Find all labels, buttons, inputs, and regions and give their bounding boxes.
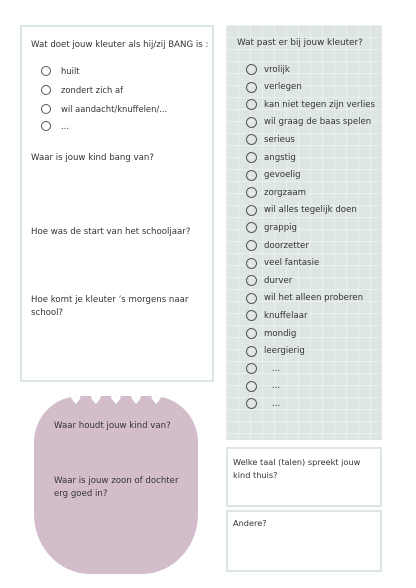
fear-questions-panel	[20, 25, 214, 382]
trait-option[interactable]	[246, 345, 305, 358]
trait-option[interactable]	[246, 98, 375, 111]
checkbox-circle-icon[interactable]	[41, 104, 51, 114]
question-likes: Waar houdt jouw kind van?	[54, 421, 171, 431]
trait-option[interactable]	[246, 133, 295, 146]
question-afraid-of: Waar is jouw kind bang van?	[31, 153, 154, 163]
trait-label: wil graag de baas spelen	[264, 117, 372, 128]
trait-option[interactable]	[246, 63, 290, 76]
trait-label: ...	[272, 363, 281, 374]
question-line: Welke taal (talen) spreekt jouw	[233, 457, 361, 467]
trait-option[interactable]	[246, 257, 319, 270]
question-language	[233, 456, 360, 482]
trait-label: ...	[272, 398, 281, 409]
trait-option[interactable]	[246, 292, 363, 305]
trait-option[interactable]	[246, 169, 301, 182]
question-line: Hoe komt je kleuter ’s morgens naar	[31, 295, 189, 305]
question-good-at	[54, 475, 179, 501]
trait-label: leergierig	[264, 346, 305, 357]
option-label: huilt	[61, 65, 80, 76]
checkbox-circle-icon[interactable]	[246, 134, 257, 145]
trait-option[interactable]	[246, 380, 280, 393]
trait-label: wil alles tegelijk doen	[264, 205, 357, 216]
traits-title: Wat past er bij jouw kleuter?	[237, 38, 363, 48]
trait-label: wil het alleen proberen	[264, 293, 364, 304]
trait-option[interactable]	[246, 239, 309, 252]
option-other[interactable]	[41, 119, 69, 132]
heart-icon: ♥	[150, 393, 162, 408]
trait-option[interactable]	[246, 327, 296, 340]
checkbox-circle-icon[interactable]	[246, 170, 257, 181]
trait-label: angstig	[264, 152, 296, 163]
trait-label: grappig	[264, 222, 298, 233]
question-line: erg goed in?	[54, 489, 108, 499]
trait-option[interactable]	[246, 362, 280, 375]
trait-option[interactable]	[246, 397, 280, 410]
trait-option[interactable]	[246, 309, 308, 322]
trait-label: ...	[272, 381, 281, 392]
trait-option[interactable]	[246, 221, 297, 234]
trait-label: veel fantasie	[264, 258, 320, 269]
checkbox-circle-icon[interactable]	[246, 293, 257, 304]
checkbox-circle-icon[interactable]	[246, 328, 257, 339]
checkbox-circle-icon[interactable]	[246, 275, 257, 286]
checkbox-circle-icon[interactable]	[41, 66, 51, 76]
option-wants-attention[interactable]	[41, 102, 167, 115]
checkbox-circle-icon[interactable]	[246, 398, 257, 409]
question-other: Andere?	[233, 518, 267, 528]
checkbox-circle-icon[interactable]	[246, 346, 257, 357]
checkbox-circle-icon[interactable]	[246, 363, 257, 374]
trait-label: vrolijk	[264, 64, 290, 75]
question-fear-reaction: Wat doet jouw kleuter als hij/zij BANG is :	[31, 40, 209, 50]
option-withdraws[interactable]	[41, 83, 123, 96]
question-line: school?	[31, 308, 64, 318]
trait-label: serieus	[264, 134, 295, 145]
trait-label: kan niet tegen zijn verlies	[264, 99, 375, 110]
trait-label: durver	[264, 275, 293, 286]
option-label: zondert zich af	[61, 84, 124, 95]
heart-icon: ♥	[90, 393, 102, 408]
checkbox-circle-icon[interactable]	[246, 187, 257, 198]
trait-option[interactable]	[246, 151, 296, 164]
trait-label: knuffelaar	[264, 310, 308, 321]
trait-label: doorzetter	[264, 240, 309, 251]
trait-label: verlegen	[264, 82, 302, 93]
trait-option[interactable]	[246, 116, 371, 129]
trait-option[interactable]	[246, 204, 357, 217]
trait-label: gevoelig	[264, 170, 301, 181]
question-line: Waar is jouw zoon of dochter	[54, 476, 179, 486]
checkbox-circle-icon[interactable]	[41, 121, 51, 131]
trait-label: mondig	[264, 328, 297, 339]
traits-panel	[226, 25, 382, 440]
checkbox-circle-icon[interactable]	[246, 152, 257, 163]
checkbox-circle-icon[interactable]	[246, 99, 257, 110]
checkbox-circle-icon[interactable]	[246, 205, 257, 216]
checkbox-circle-icon[interactable]	[246, 117, 257, 128]
heart-icon: ♥	[70, 393, 82, 408]
hearts-row	[70, 394, 162, 414]
trait-option[interactable]	[246, 274, 292, 287]
option-label: ...	[61, 120, 69, 131]
checkbox-circle-icon[interactable]	[41, 85, 51, 95]
question-line: kind thuis?	[233, 470, 278, 480]
checkbox-circle-icon[interactable]	[246, 310, 257, 321]
option-cries[interactable]	[41, 64, 80, 77]
heart-icon: ♥	[110, 393, 122, 408]
other-box[interactable]	[226, 510, 382, 572]
question-morning-arrival	[31, 294, 188, 320]
checkbox-circle-icon[interactable]	[246, 222, 257, 233]
trait-label: zorgzaam	[264, 187, 307, 198]
checkbox-circle-icon[interactable]	[246, 240, 257, 251]
language-box[interactable]	[226, 447, 382, 507]
option-label: wil aandacht/knuffelen/...	[61, 103, 168, 114]
trait-option[interactable]	[246, 81, 302, 94]
checkbox-circle-icon[interactable]	[246, 381, 257, 392]
checkbox-circle-icon[interactable]	[246, 64, 257, 75]
trait-option[interactable]	[246, 186, 306, 199]
question-school-start: Hoe was de start van het schooljaar?	[31, 227, 191, 237]
checkbox-circle-icon[interactable]	[246, 258, 257, 269]
heart-icon: ♥	[130, 393, 142, 408]
checkbox-circle-icon[interactable]	[246, 82, 257, 93]
